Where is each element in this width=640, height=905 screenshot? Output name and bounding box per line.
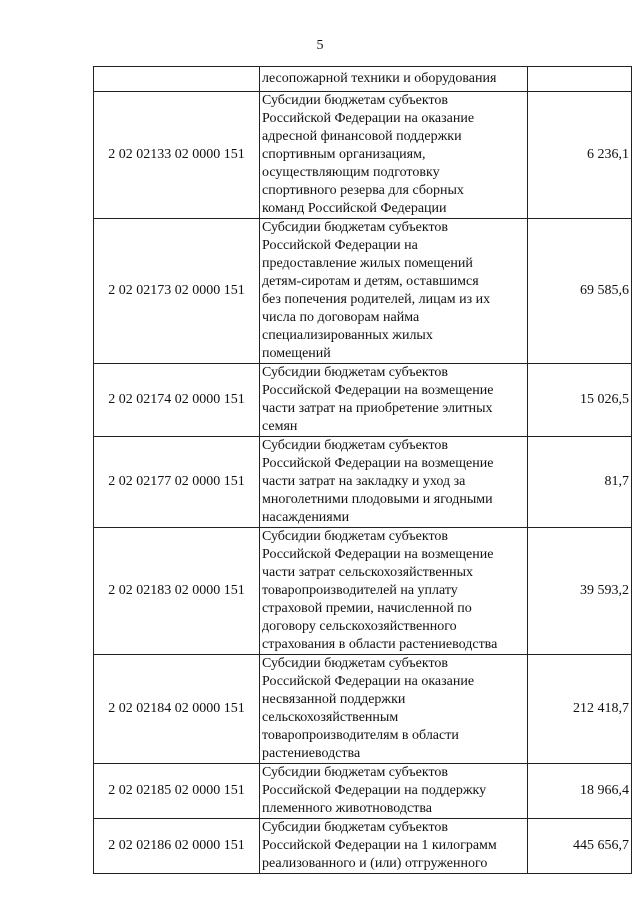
table-row — [94, 92, 632, 219]
amount-cell: 6 236,1 — [528, 92, 632, 219]
budget-code-cell: 2 02 02173 02 0000 151 — [94, 219, 260, 364]
table-row — [94, 219, 632, 364]
description-cell: лесопожарной техники и оборудования — [260, 67, 528, 92]
description-cell: Субсидии бюджетам субъектов Российской Федерации на возмещение части затрат сельскохозяйственных товаропроизводителей на уплату страховой премии, начисленной по договору сельскохозяйственного страхования в области растениеводства — [260, 528, 528, 655]
description-cell: Субсидии бюджетам субъектов Российской Федерации на оказание несвязанной поддержки сельскохозяйственным товаропроизводителям в области растениеводства — [260, 655, 528, 764]
budget-code-cell: 2 02 02133 02 0000 151 — [94, 92, 260, 219]
table-row — [94, 655, 632, 764]
amount-cell: 69 585,6 — [528, 219, 632, 364]
table-row — [94, 437, 632, 528]
budget-code-cell: 2 02 02174 02 0000 151 — [94, 364, 260, 437]
budget-code-cell: 2 02 02184 02 0000 151 — [94, 655, 260, 764]
amount-cell: 39 593,2 — [528, 528, 632, 655]
description-cell: Субсидии бюджетам субъектов Российской Федерации на оказание адресной финансовой поддержки спортивным организациям, осуществляющим подготовку спортивного резерва для сборных команд Российской Федерации — [260, 92, 528, 219]
table-row — [94, 67, 632, 92]
amount-cell — [528, 67, 632, 92]
amount-cell: 212 418,7 — [528, 655, 632, 764]
budget-code-cell — [94, 67, 260, 92]
budget-code-cell: 2 02 02186 02 0000 151 — [94, 819, 260, 874]
budget-subsidies-table — [93, 66, 632, 874]
table-row — [94, 764, 632, 819]
table-row — [94, 528, 632, 655]
amount-cell: 15 026,5 — [528, 364, 632, 437]
amount-cell: 81,7 — [528, 437, 632, 528]
table-row — [94, 364, 632, 437]
description-cell: Субсидии бюджетам субъектов Российской Федерации на предоставление жилых помещений детям-сиротам и детям, оставшимся без попечения родителей, лицам из их числа по договорам найма специализированных жилых помещений — [260, 219, 528, 364]
budget-code-cell: 2 02 02183 02 0000 151 — [94, 528, 260, 655]
amount-cell: 18 966,4 — [528, 764, 632, 819]
budget-code-cell: 2 02 02177 02 0000 151 — [94, 437, 260, 528]
description-cell: Субсидии бюджетам субъектов Российской Федерации на поддержку племенного животноводства — [260, 764, 528, 819]
description-cell: Субсидии бюджетам субъектов Российской Федерации на возмещение части затрат на закладку и уход за многолетними плодовыми и ягодными насаждениями — [260, 437, 528, 528]
budget-code-cell: 2 02 02185 02 0000 151 — [94, 764, 260, 819]
description-cell: Субсидии бюджетам субъектов Российской Федерации на возмещение части затрат на приобретение элитных семян — [260, 364, 528, 437]
table-row — [94, 819, 632, 874]
page-number: 5 — [316, 38, 324, 53]
description-cell: Субсидии бюджетам субъектов Российской Федерации на 1 килограмм реализованного и (или) отгруженного — [260, 819, 528, 874]
amount-cell: 445 656,7 — [528, 819, 632, 874]
